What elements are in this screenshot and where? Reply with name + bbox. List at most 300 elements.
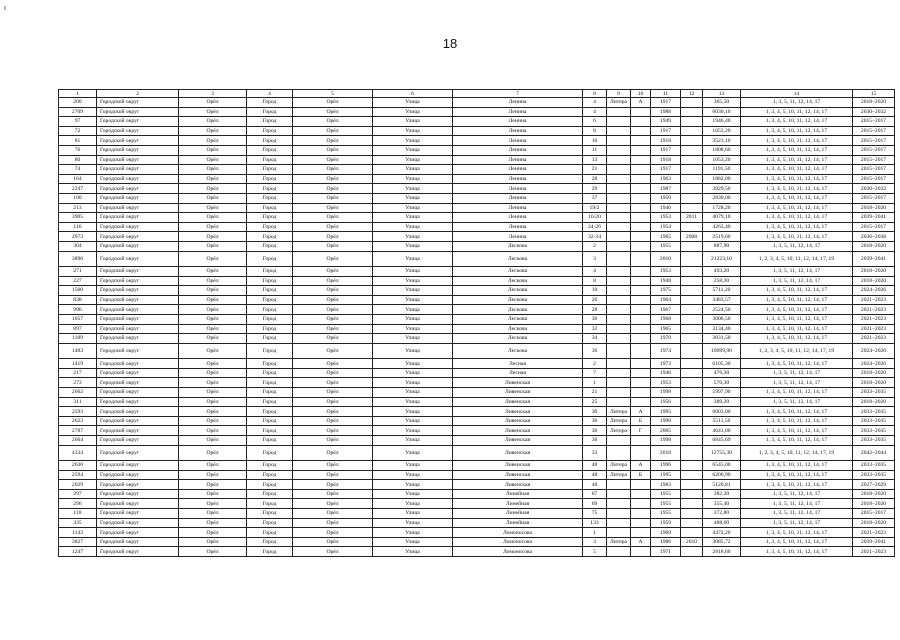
table-cell-col-5: Орёл — [293, 407, 373, 417]
table-cell-col-3: Орёл — [179, 334, 247, 344]
table-cell-col-8: 30 — [583, 436, 607, 446]
table-cell-col-4: Город — [247, 407, 293, 417]
table-row — [59, 314, 895, 324]
table-cell-col-12 — [681, 407, 703, 417]
table-cell-col-5: Орёл — [293, 397, 373, 407]
table-cell-col-6: Улица — [373, 295, 453, 305]
table-cell-col-9 — [607, 509, 631, 519]
table-cell-col-2: Городской округ — [97, 528, 179, 538]
table-cell-col-6: Улица — [373, 117, 453, 127]
table-cell-col-13: 3523,10 — [703, 136, 741, 146]
table-cell-col-7: Лескова — [453, 343, 583, 359]
table-cell-col-10 — [631, 155, 651, 165]
table-cell-col-3: Орёл — [179, 407, 247, 417]
table-cell-col-5: Орёл — [293, 314, 373, 324]
corner-mark: I — [4, 6, 6, 12]
table-cell-col-3: Орёл — [179, 145, 247, 155]
table-cell-col-8: 21 — [583, 388, 607, 398]
table-cell-col-15: 2015–2017 — [853, 193, 895, 203]
table-cell-col-3: Орёл — [179, 203, 247, 213]
table-cell-col-1: 116 — [59, 222, 97, 232]
table-cell-col-9 — [607, 276, 631, 286]
table-cell-col-4: Город — [247, 461, 293, 471]
table-cell-col-7: Лескова — [453, 295, 583, 305]
table-cell-col-2: Городской округ — [97, 136, 179, 146]
table-cell-col-6: Улица — [373, 537, 453, 547]
table-cell-col-11: 1956 — [651, 397, 681, 407]
table-cell-col-10: А — [631, 461, 651, 471]
table-cell-col-4: Город — [247, 518, 293, 528]
table-cell-col-4: Город — [247, 343, 293, 359]
table-cell-col-13: 488,00 — [703, 518, 741, 528]
table-cell-col-7: Ленина — [453, 222, 583, 232]
table-cell-col-10: А — [631, 537, 651, 547]
table-cell-col-5: Орёл — [293, 368, 373, 378]
table-cell-col-12 — [681, 145, 703, 155]
table-cell-col-4: Город — [247, 378, 293, 388]
table-cell-col-10 — [631, 117, 651, 127]
table-cell-col-8: 3 — [583, 251, 607, 267]
table-cell-col-8: 48 — [583, 470, 607, 480]
table-cell-col-5: Орёл — [293, 537, 373, 547]
table-cell-col-7: Ленина — [453, 155, 583, 165]
table-cell-col-10 — [631, 203, 651, 213]
table-cell-col-10 — [631, 184, 651, 194]
table-cell-col-1: 2594 — [59, 470, 97, 480]
table-cell-col-3: Орёл — [179, 251, 247, 267]
table-row — [59, 445, 895, 461]
table-cell-col-11: 1965 — [651, 324, 681, 334]
table-cell-col-11: 1996 — [651, 416, 681, 426]
table-cell-col-15: 2033–2035 — [853, 407, 895, 417]
table-cell-col-9 — [607, 203, 631, 213]
table-cell-col-9: Литера — [607, 98, 631, 108]
table-cell-col-4: Город — [247, 145, 293, 155]
table-cell-col-9 — [607, 314, 631, 324]
table-cell-col-13: 4079,10 — [703, 213, 741, 223]
table-row — [59, 397, 895, 407]
table-cell-col-4: Город — [247, 241, 293, 251]
table-cell-col-10 — [631, 136, 651, 146]
table-cell-col-10 — [631, 107, 651, 117]
table-cell-col-12 — [681, 480, 703, 490]
table-cell-col-9 — [607, 126, 631, 136]
table-cell-col-14: 1, 3, 4, 5, 10, 11, 12, 14, 17 — [741, 174, 853, 184]
table-cell-col-13: 1191,50 — [703, 165, 741, 175]
table-cell-col-5: Орёл — [293, 489, 373, 499]
table-cell-col-3: Орёл — [179, 184, 247, 194]
table-cell-col-10 — [631, 436, 651, 446]
table-cell-col-13: 6003,00 — [703, 407, 741, 417]
table-cell-col-15: 2015–2017 — [853, 155, 895, 165]
table-cell-col-5: Орёл — [293, 98, 373, 108]
table-cell-col-3: Орёл — [179, 426, 247, 436]
table-cell-col-8: 8 — [583, 276, 607, 286]
table-cell-col-14: 1, 3, 5, 11, 12, 14, 17 — [741, 267, 853, 277]
table-cell-col-14: 1, 3, 4, 5, 10, 11, 12, 14, 17 — [741, 305, 853, 315]
table-cell-col-6: Улица — [373, 98, 453, 108]
table-cell-col-15: 2021–2023 — [853, 547, 895, 557]
table-cell-col-10: А — [631, 98, 651, 108]
table-cell-col-1: 217 — [59, 368, 97, 378]
table-cell-col-10 — [631, 213, 651, 223]
table-cell-col-12 — [681, 305, 703, 315]
table-cell-col-10 — [631, 547, 651, 557]
table-cell-col-4: Город — [247, 203, 293, 213]
table-cell-col-3: Орёл — [179, 126, 247, 136]
table-row — [59, 499, 895, 509]
table-cell-col-1: 897 — [59, 324, 97, 334]
table-cell-col-15: 2024–2026 — [853, 359, 895, 369]
table-cell-col-4: Город — [247, 445, 293, 461]
table-cell-col-4: Город — [247, 193, 293, 203]
table-cell-col-11: 1940 — [651, 203, 681, 213]
table-cell-col-11: 1971 — [651, 547, 681, 557]
table-cell-col-10 — [631, 334, 651, 344]
table-cell-col-13: 258,30 — [703, 276, 741, 286]
table-row — [59, 334, 895, 344]
table-cell-col-7: Ленина — [453, 213, 583, 223]
table-cell-col-2: Городской округ — [97, 203, 179, 213]
table-cell-col-1: 72 — [59, 126, 97, 136]
table-cell-col-10 — [631, 509, 651, 519]
table-cell-col-15: 2015–2017 — [853, 117, 895, 127]
table-cell-col-5: Орёл — [293, 436, 373, 446]
table-cell-col-10 — [631, 528, 651, 538]
table-cell-col-7: Ленина — [453, 126, 583, 136]
table-cell-col-12: 2010 — [681, 537, 703, 547]
table-cell-col-15: 2015–2017 — [853, 126, 895, 136]
table-cell-col-12 — [681, 165, 703, 175]
table-cell-col-4: Город — [247, 107, 293, 117]
table-row — [59, 126, 895, 136]
table-cell-col-14: 1, 3, 5, 11, 12, 14, 17 — [741, 378, 853, 388]
table-cell-col-12 — [681, 470, 703, 480]
table-cell-col-12 — [681, 445, 703, 461]
table-cell-col-7: Лескова — [453, 276, 583, 286]
table-cell-col-11: 1967 — [651, 305, 681, 315]
table-cell-col-1: 100 — [59, 193, 97, 203]
table-cell-col-1: 296 — [59, 499, 97, 509]
table-cell-col-1: 2787 — [59, 426, 97, 436]
table-cell-col-1: 1143 — [59, 528, 97, 538]
table-cell-col-1: 271 — [59, 267, 97, 277]
table-cell-col-11: 2018 — [651, 445, 681, 461]
table-cell-col-8: 69 — [583, 499, 607, 509]
table-cell-col-3: Орёл — [179, 232, 247, 242]
table-cell-col-1: 1189 — [59, 334, 97, 344]
table-cell-col-9 — [607, 480, 631, 490]
table-cell-col-1: 200 — [59, 98, 97, 108]
table-cell-col-6: Улица — [373, 136, 453, 146]
table-cell-col-13: 3031,50 — [703, 334, 741, 344]
table-cell-col-7: Ливенская — [453, 480, 583, 490]
table-cell-col-7: Ленина — [453, 107, 583, 117]
column-header-12: 12 — [681, 90, 703, 98]
table-row — [59, 407, 895, 417]
table-cell-col-3: Орёл — [179, 241, 247, 251]
table-cell-col-3: Орёл — [179, 445, 247, 461]
table-cell-col-14: 1, 3, 4, 5, 10, 11, 12, 14, 17 — [741, 155, 853, 165]
table-cell-col-15: 2015–2017 — [853, 509, 895, 519]
table-cell-col-10: Б — [631, 470, 651, 480]
table-cell-col-10 — [631, 445, 651, 461]
table-cell-col-11: 2005 — [651, 426, 681, 436]
table-cell-col-14: 1, 3, 4, 5, 10, 11, 12, 14, 17 — [741, 126, 853, 136]
table-header-row — [59, 90, 895, 98]
table-cell-col-14: 1, 3, 4, 5, 10, 11, 12, 14, 17 — [741, 193, 853, 203]
table-cell-col-1: 297 — [59, 489, 97, 499]
table-cell-col-2: Городской округ — [97, 314, 179, 324]
table-cell-col-7: Лескова — [453, 334, 583, 344]
table-cell-col-13: 6030,10 — [703, 107, 741, 117]
table-cell-col-11: 1946 — [651, 368, 681, 378]
table-cell-col-4: Город — [247, 388, 293, 398]
table-cell-col-1: 3827 — [59, 537, 97, 547]
table-cell-col-13: 3006,50 — [703, 314, 741, 324]
table-cell-col-6: Улица — [373, 359, 453, 369]
table-cell-col-15: 2015–2017 — [853, 165, 895, 175]
table-cell-col-4: Город — [247, 397, 293, 407]
table-cell-col-6: Улица — [373, 397, 453, 407]
table-cell-col-13: 493,20 — [703, 267, 741, 277]
table-cell-col-13: 6545,00 — [703, 461, 741, 471]
column-header-13: 13 — [703, 90, 741, 98]
table-cell-col-1: 164 — [59, 174, 97, 184]
table-cell-col-7: Лескова — [453, 305, 583, 315]
table-cell-col-15: 2021–2023 — [853, 528, 895, 538]
table-cell-col-4: Город — [247, 547, 293, 557]
table-cell-col-1: 1247 — [59, 547, 97, 557]
table-cell-col-9 — [607, 117, 631, 127]
table-cell-col-13: 4641,00 — [703, 426, 741, 436]
table-cell-col-10: Б — [631, 416, 651, 426]
table-cell-col-11: 1955 — [651, 241, 681, 251]
table-cell-col-12 — [681, 528, 703, 538]
table-cell-col-14: 1, 3, 5, 11, 12, 14, 17 — [741, 489, 853, 499]
table-cell-col-2: Городской округ — [97, 397, 179, 407]
table-cell-col-15: 2015–2017 — [853, 145, 895, 155]
table-cell-col-14: 1, 3, 4, 5, 10, 11, 12, 14, 17 — [741, 480, 853, 490]
table-cell-col-4: Город — [247, 251, 293, 267]
table-cell-col-9: Литера — [607, 426, 631, 436]
table-cell-col-9: Литера — [607, 461, 631, 471]
table-cell-col-6: Улица — [373, 305, 453, 315]
table-cell-col-15: 2039–2041 — [853, 537, 895, 547]
table-cell-col-10 — [631, 241, 651, 251]
table-cell-col-11: 1983 — [651, 480, 681, 490]
table-cell-col-14: 1, 3, 4, 5, 10, 11, 12, 14, 17 — [741, 295, 853, 305]
table-cell-col-2: Городской округ — [97, 251, 179, 267]
table-cell-col-14: 1, 3, 4, 5, 10, 11, 12, 14, 17 — [741, 359, 853, 369]
table-cell-col-13: 3134,40 — [703, 324, 741, 334]
table-row — [59, 98, 895, 108]
table-cell-col-9 — [607, 241, 631, 251]
table-cell-col-1: 74 — [59, 165, 97, 175]
table-cell-col-2: Городской округ — [97, 145, 179, 155]
table-cell-col-3: Орёл — [179, 276, 247, 286]
table-cell-col-5: Орёл — [293, 184, 373, 194]
table-cell-col-6: Улица — [373, 378, 453, 388]
table-cell-col-3: Орёл — [179, 136, 247, 146]
table-cell-col-15: 2036–2038 — [853, 232, 895, 242]
table-cell-col-1: 213 — [59, 203, 97, 213]
table-cell-col-1: 2247 — [59, 184, 97, 194]
table-cell-col-14: 1, 3, 4, 5, 10, 11, 12, 14, 17 — [741, 461, 853, 471]
table-cell-col-4: Город — [247, 155, 293, 165]
table-cell-col-9 — [607, 528, 631, 538]
table-cell-col-10: Г — [631, 426, 651, 436]
table-cell-col-13: 2524,50 — [703, 305, 741, 315]
table-row — [59, 518, 895, 528]
table-cell-col-6: Улица — [373, 518, 453, 528]
table-cell-col-12 — [681, 343, 703, 359]
table-cell-col-9 — [607, 222, 631, 232]
table-cell-col-14: 1, 3, 4, 5, 10, 11, 12, 14, 17 — [741, 213, 853, 223]
table-cell-col-2: Городской округ — [97, 241, 179, 251]
table-cell-col-10 — [631, 165, 651, 175]
table-cell-col-9 — [607, 436, 631, 446]
table-row — [59, 470, 895, 480]
table-cell-col-5: Орёл — [293, 145, 373, 155]
column-header-3: 3 — [179, 90, 247, 98]
table-cell-col-8: 28 — [583, 305, 607, 315]
table-cell-col-1: 2029 — [59, 480, 97, 490]
table-cell-col-8: 32 — [583, 324, 607, 334]
table-cell-col-11: 1955 — [651, 509, 681, 519]
table-cell-col-14: 1, 3, 4, 5, 10, 11, 12, 14, 17 — [741, 203, 853, 213]
table-cell-col-8: 2 — [583, 359, 607, 369]
table-cell-col-15: 2039–2041 — [853, 213, 895, 223]
table-cell-col-9 — [607, 286, 631, 296]
table-row — [59, 203, 895, 213]
table-cell-col-2: Городской округ — [97, 276, 179, 286]
table-cell-col-1: 227 — [59, 276, 97, 286]
table-cell-col-15: 2030–2032 — [853, 184, 895, 194]
table-cell-col-6: Улица — [373, 241, 453, 251]
table-cell-col-2: Городской округ — [97, 368, 179, 378]
table-cell-col-5: Орёл — [293, 193, 373, 203]
table-row — [59, 193, 895, 203]
table-cell-col-3: Орёл — [179, 324, 247, 334]
table-cell-col-13: 1053,20 — [703, 126, 741, 136]
table-cell-col-11: 1953 — [651, 213, 681, 223]
table-cell-col-8: 1 — [583, 528, 607, 538]
table-cell-col-2: Городской округ — [97, 295, 179, 305]
table-cell-col-5: Орёл — [293, 232, 373, 242]
table-cell-col-1: 1483 — [59, 343, 97, 359]
table-row — [59, 509, 895, 519]
table-cell-col-14: 1, 3, 4, 5, 10, 11, 12, 14, 17 — [741, 165, 853, 175]
table-cell-col-15: 2021–2023 — [853, 305, 895, 315]
table-cell-col-6: Улица — [373, 251, 453, 267]
table-cell-col-9 — [607, 145, 631, 155]
table-cell-col-5: Орёл — [293, 136, 373, 146]
table-cell-col-2: Городской округ — [97, 126, 179, 136]
page-number: 18 — [442, 36, 458, 51]
table-cell-col-11: 1996 — [651, 461, 681, 471]
table-cell-col-10 — [631, 489, 651, 499]
table-cell-col-13: 2830,00 — [703, 193, 741, 203]
table-cell-col-4: Город — [247, 276, 293, 286]
table-cell-col-3: Орёл — [179, 117, 247, 127]
table-cell-col-3: Орёл — [179, 470, 247, 480]
table-cell-col-12 — [681, 222, 703, 232]
table-cell-col-12 — [681, 461, 703, 471]
table-cell-col-1: 3896 — [59, 251, 97, 267]
table-cell-col-14: 1, 3, 4, 5, 10, 11, 12, 14, 17 — [741, 388, 853, 398]
table-cell-col-8: 1 — [583, 378, 607, 388]
table-cell-col-7: Ливенская — [453, 436, 583, 446]
table-cell-col-2: Городской округ — [97, 286, 179, 296]
table-row — [59, 251, 895, 267]
table-cell-col-1: 2709 — [59, 107, 97, 117]
table-cell-col-10 — [631, 480, 651, 490]
table-cell-col-12 — [681, 136, 703, 146]
table-cell-col-7: Лескова — [453, 251, 583, 267]
table-cell-col-2: Городской округ — [97, 324, 179, 334]
table-cell-col-11: 1955 — [651, 489, 681, 499]
table-cell-col-10 — [631, 222, 651, 232]
table-cell-col-14: 1, 3, 5, 11, 12, 14, 17 — [741, 276, 853, 286]
table-cell-col-1: 2662 — [59, 388, 97, 398]
table-cell-col-2: Городской округ — [97, 193, 179, 203]
table-cell-col-12 — [681, 267, 703, 277]
table-cell-col-9 — [607, 136, 631, 146]
table-cell-col-3: Орёл — [179, 518, 247, 528]
table-cell-col-9 — [607, 445, 631, 461]
table-cell-col-9 — [607, 174, 631, 184]
table-cell-col-1: 2623 — [59, 416, 97, 426]
table-cell-col-4: Город — [247, 324, 293, 334]
table-row — [59, 359, 895, 369]
table-cell-col-15: 2021–2023 — [853, 314, 895, 324]
table-cell-col-5: Орёл — [293, 286, 373, 296]
table-row — [59, 136, 895, 146]
table-cell-col-9 — [607, 388, 631, 398]
table-cell-col-5: Орёл — [293, 378, 373, 388]
table-row — [59, 241, 895, 251]
table-cell-col-3: Орёл — [179, 359, 247, 369]
table-cell-col-7: Ленина — [453, 174, 583, 184]
table-cell-col-2: Городской округ — [97, 213, 179, 223]
table-cell-col-7: Лескова — [453, 241, 583, 251]
table-cell-col-15: 2033–2035 — [853, 426, 895, 436]
table-cell-col-1: 311 — [59, 397, 97, 407]
table-cell-col-8: 10 — [583, 286, 607, 296]
table-cell-col-12: 2008 — [681, 232, 703, 242]
table-cell-col-12 — [681, 107, 703, 117]
table-cell-col-13: 5711,20 — [703, 286, 741, 296]
table-cell-col-13: 5997,90 — [703, 388, 741, 398]
table-cell-col-3: Орёл — [179, 286, 247, 296]
table-cell-col-9 — [607, 251, 631, 267]
table-cell-col-5: Орёл — [293, 155, 373, 165]
table-cell-col-11: 1918 — [651, 136, 681, 146]
table-cell-col-4: Город — [247, 368, 293, 378]
table-cell-col-13: 2818,60 — [703, 547, 741, 557]
table-cell-col-11: 1998 — [651, 436, 681, 446]
table-row — [59, 416, 895, 426]
table-cell-col-9 — [607, 305, 631, 315]
table-cell-col-12 — [681, 378, 703, 388]
column-header-5: 5 — [293, 90, 373, 98]
table-cell-col-8: 48 — [583, 480, 607, 490]
table-cell-col-6: Улица — [373, 165, 453, 175]
table-cell-col-2: Городской округ — [97, 222, 179, 232]
table-row — [59, 388, 895, 398]
table-cell-col-9: Литера — [607, 416, 631, 426]
